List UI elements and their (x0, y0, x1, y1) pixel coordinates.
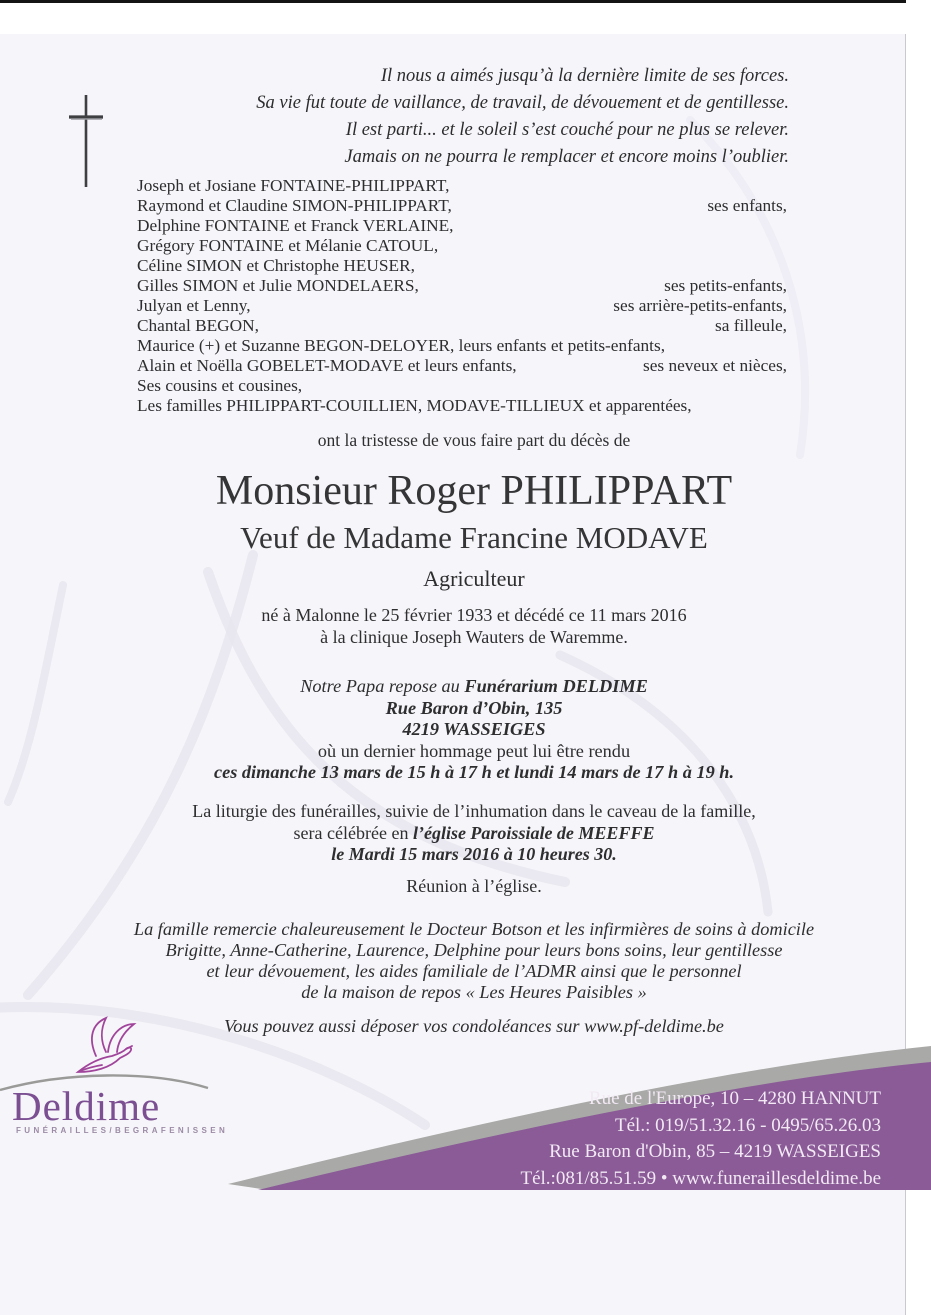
condolence-line: Vous pouvez aussi déposer vos condoléances sur www.pf-deldime.be (224, 1016, 724, 1036)
repose-city: 4219 WASSEIGES (402, 719, 546, 740)
deceased-subtitle: Veuf de Madame Francine MODAVE (240, 520, 708, 555)
birth-death-lines: né à Malonne le 25 février 1933 et décédé ce 11 mars 2016 à la clinique Joseph Wauters de Waremme. (261, 605, 687, 647)
thanks-block: La famille remercie chaleureusement le Docteur Botson et les infirmières de soins à domicile Brigitte, Anne-Catherine, Laurence, Delphine pour leurs bons soins, leur gentillesse et leur dévouement, les aides familiale de l’ADMR ainsi que le personnel de la maison de repos « Les Heures Paisibles » (133, 919, 815, 1002)
family-list (137, 176, 787, 416)
family-row: Joseph et Josiane FONTAINE-PHILIPPART, (137, 176, 450, 195)
family-row: Alain et Noëlla GOBELET-MODAVE et leurs enfants, ses neveux et nièces, (137, 356, 787, 375)
liturgy-date: le Mardi 15 mars 2016 à 10 heures 30. (331, 844, 617, 864)
family-row: Céline SIMON et Christophe HEUSER, (137, 256, 415, 275)
opening-verse (250, 63, 789, 171)
meeting-line: Réunion à l’église. (406, 876, 542, 896)
scan-top-line (0, 0, 906, 3)
verse-line: Sa vie fut toute de vaillance, de travail, de dévouement et de gentillesse. (256, 93, 789, 113)
family-row: Raymond et Claudine SIMON-PHILIPPART, ses enfants, (137, 196, 787, 215)
family-row: Grégory FONTAINE et Mélanie CATOUL, (137, 236, 439, 255)
footer-address-block (321, 1086, 881, 1192)
liturgy-line: La liturgie des funérailles, suivie de l’inhumation dans le caveau de la famille, (192, 801, 756, 821)
footer-phone-web-line: Tél.:081/85.51.59 • www.funeraillesdeldime.be (520, 1167, 881, 1189)
repose-homage: où un dernier hommage peut lui être rendu (317, 740, 631, 761)
footer-phone-line: Tél.: 019/51.32.16 - 0495/65.26.03 (615, 1114, 881, 1136)
liturgy-line: sera célébrée en l’église Paroissiale de MEEFFE (293, 822, 655, 843)
deceased-occupation: Agriculteur (423, 566, 525, 591)
family-row: Les familles PHILIPPART-COUILLIEN, MODAVE-TILLIEUX et apparentées, (137, 396, 692, 415)
repose-line: Notre Papa repose au Funérarium DELDIME (300, 676, 648, 696)
deceased-name: Monsieur Roger PHILIPPART (215, 468, 733, 514)
footer-address-line: Rue de l'Europe, 10 – 4280 HANNUT (588, 1088, 881, 1109)
repose-hours: ces dimanche 13 mars de 15 h à 17 h et lundi 14 mars de 17 h à 19 h. (213, 762, 735, 783)
family-row: Delphine FONTAINE et Franck VERLAINE, (137, 216, 454, 235)
brand-logo-text: Deldime (12, 1083, 161, 1129)
footer-address-line: Rue Baron d'Obin, 85 – 4219 WASSEIGES (549, 1141, 881, 1162)
family-row: Maurice (+) et Suzanne BEGON-DELOYER, leurs enfants et petits-enfants, (137, 336, 666, 355)
family-row: Julyan et Lenny, ses arrière-petits-enfants, (137, 296, 787, 315)
brand-tagline: FUNÉRAILLES/BEGRAFENISSEN (16, 1126, 229, 1135)
announcement-line: ont la tristesse de vous faire part du décès de (317, 430, 631, 450)
family-row: Gilles SIMON et Julie MONDELAERS, ses petits-enfants, (137, 276, 787, 295)
family-row: Chantal BEGON, sa filleule, (137, 316, 787, 335)
dove-icon (68, 1016, 148, 1078)
repose-block (44, 676, 904, 784)
verse-line: Il est parti... et le soleil s’est couché pour ne plus se relever. (345, 120, 789, 140)
verse-line: Jamais on ne pourra le remplacer et encore moins l’oublier. (344, 147, 789, 167)
cross-icon (62, 92, 112, 192)
repose-address: Rue Baron d’Obin, 135 (385, 697, 563, 718)
liturgy-block (44, 801, 904, 866)
verse-line: Il nous a aimés jusqu’à la dernière limite de ses forces. (380, 66, 789, 86)
family-row: Ses cousins et cousines, (137, 376, 303, 395)
